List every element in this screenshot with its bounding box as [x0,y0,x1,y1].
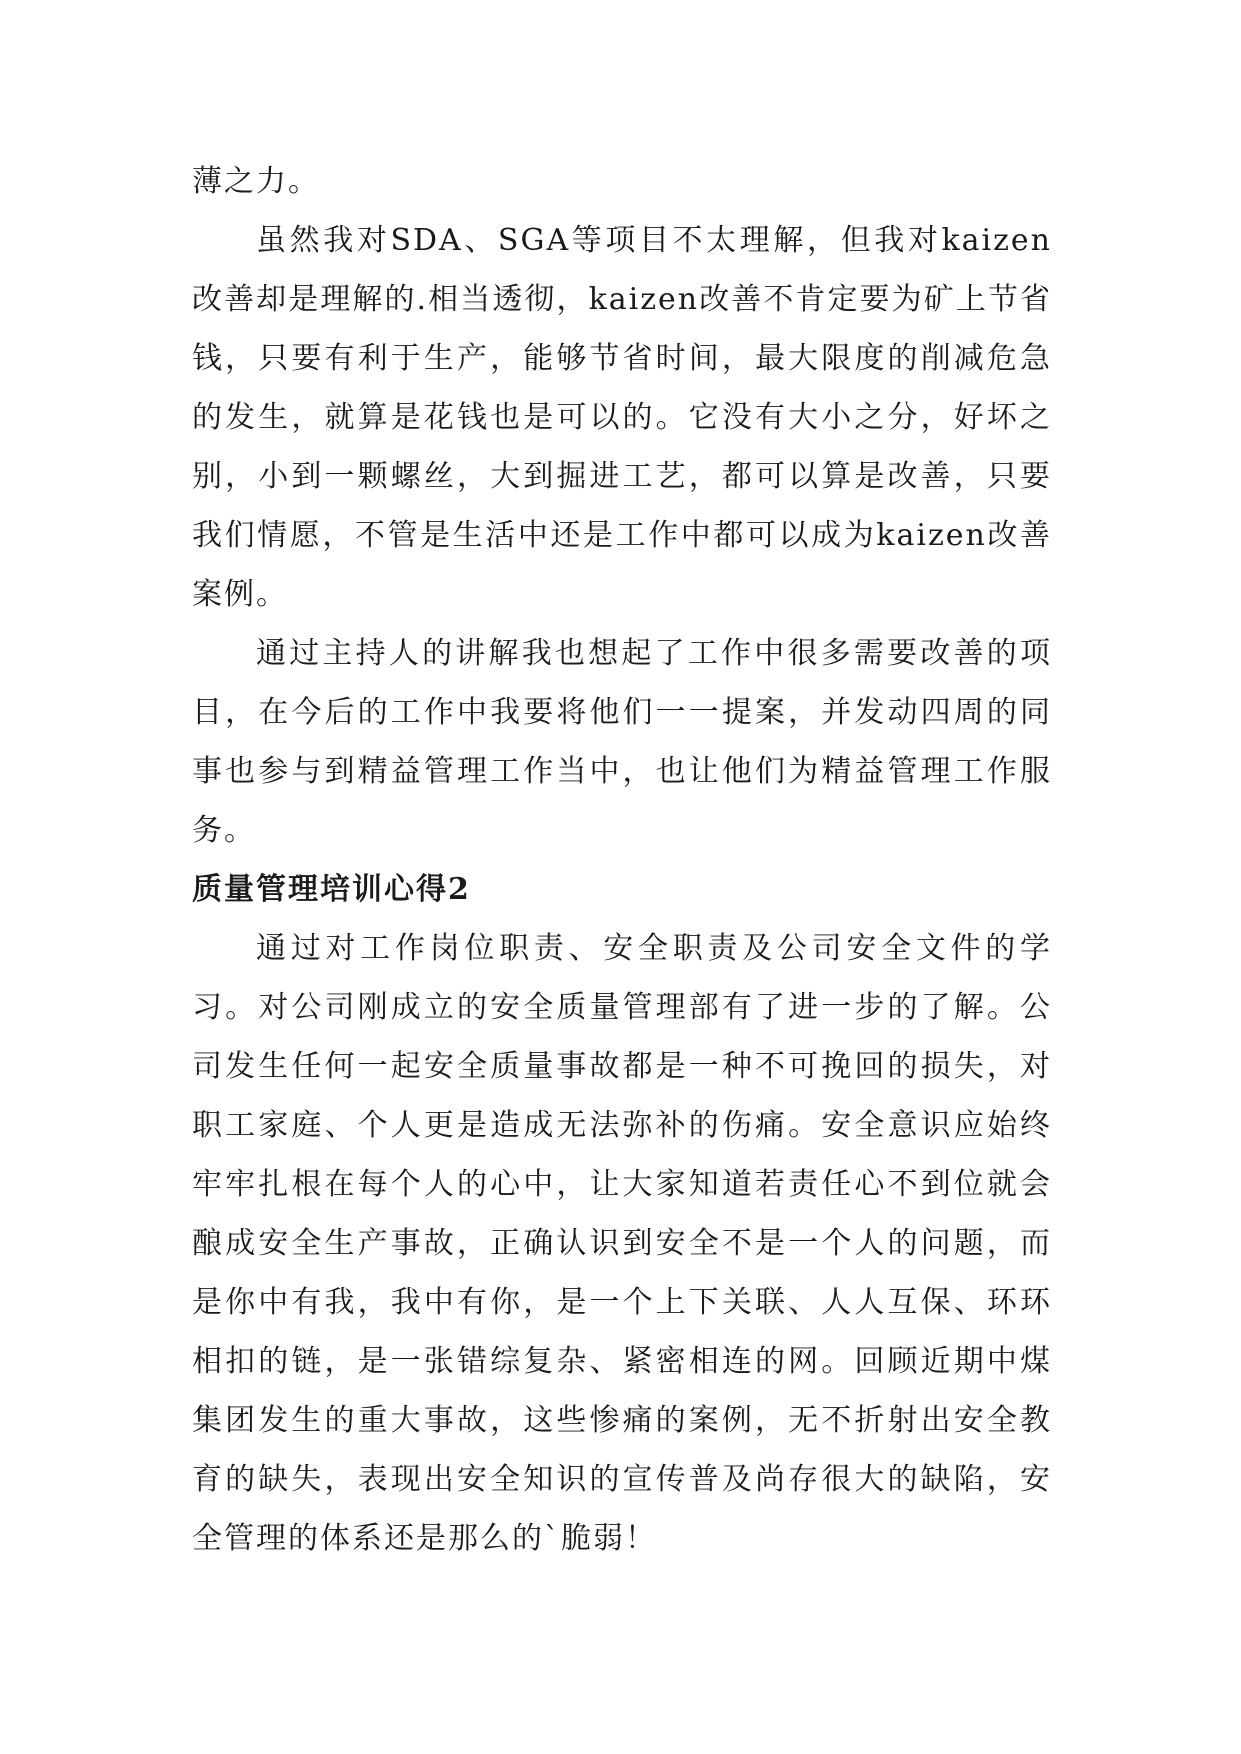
document-body [192,152,1052,1568]
paragraph-kaizen: 虽然我对SDA、SGA等项目不太理解，但我对kaizen改善却是理解的.相当透彻，kaizen改善不肯定要为矿上节省钱，只要有利于生产，能够节省时间，最大限度的削减危急的发生，就算是花钱也是可以的。它没有大小之分，好坏之别，小到一颗螺丝，大到掘进工艺，都可以算是改善，只要我们情愿，不管是生活中还是工作中都可以成为kaizen改善案例。 [192,223,1052,612]
paragraph-safety-study: 通过对工作岗位职责、安全职责及公司安全文件的学习。对公司刚成立的安全质量管理部有了进一步的了解。公司发生任何一起安全质量事故都是一种不可挽回的损失，对职工家庭、个人更是造成无法弥补的伤痛。安全意识应始终牢牢扎根在每个人的心中，让大家知道若责任心不到位就会酿成安全生产事故，正确认识到安全不是一个人的问题，而是你中有我，我中有你，是一个上下关联、人人互保、环环相扣的链，是一张错综复杂、紧密相连的网。回顾近期中煤集团发生的重大事故，这些惨痛的案例，无不折射出安全教育的缺失，表现出安全知识的宣传普及尚存很大的缺陷，安全管理的体系还是那么的`脆弱！ [192,931,1052,1556]
section-heading: 质量管理培训心得2 [192,872,471,907]
paragraph-improvement-projects: 通过主持人的讲解我也想起了工作中很多需要改善的项目，在今后的工作中我要将他们一一提案，并发动四周的同事也参与到精益管理工作当中，也让他们为精益管理工作服务。 [192,636,1052,848]
paragraph-continuation: 薄之力。 [192,164,320,199]
